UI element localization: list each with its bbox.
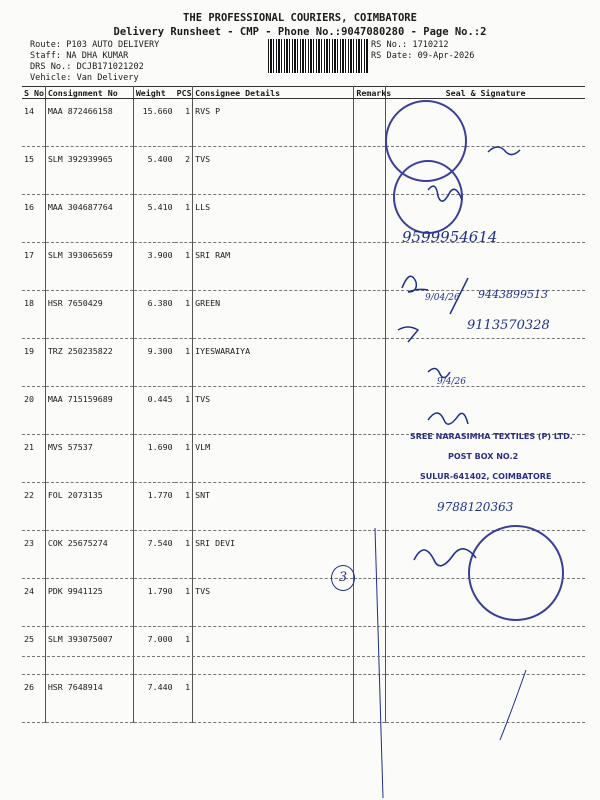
row-consignee: VLM [193, 435, 354, 483]
row-weight: 3.900 [133, 243, 174, 291]
row-weight: 6.380 [133, 291, 174, 339]
row-pcs: 1 [175, 387, 193, 435]
handwritten-phone: 9113570328 [467, 318, 550, 333]
col-header-pcs: PCS [176, 87, 192, 98]
rs-number: RS No.: 1710212 [371, 40, 449, 50]
row-consignment: SLM 393075007 [45, 627, 133, 675]
handwritten-phone: 9443899513 [478, 288, 548, 301]
row-consignee: GREEN [193, 291, 354, 339]
row-pcs: 1 [175, 531, 193, 579]
row-pcs: 1 [175, 339, 193, 387]
row-pcs: 1 [175, 243, 193, 291]
row-consignment: MAA 872466158 [45, 99, 133, 147]
row-sno: 19 [22, 339, 45, 387]
drs-number: DRS No.: DCJB171021202 [30, 62, 144, 72]
row-consignment: MAA 715159689 [45, 387, 133, 435]
row-pcs: 1 [175, 195, 193, 243]
col-header-sno: S No [24, 87, 44, 98]
row-consignment: HSR 7648914 [45, 675, 133, 723]
row-pcs: 1 [175, 627, 193, 675]
row-pcs: 1 [175, 579, 193, 627]
row-consignment: FOL 2073135 [45, 483, 133, 531]
row-weight: 9.300 [133, 339, 174, 387]
row-sno: 22 [22, 483, 45, 531]
company-stamp-address: SULUR-641402, COIMBATORE [420, 472, 552, 481]
handwritten-phone: 9599954614 [402, 228, 498, 246]
row-sno: 25 [22, 627, 45, 675]
col-header-seal: Seal & Signature [386, 87, 585, 99]
row-sno: 24 [22, 579, 45, 627]
company-stamp-name: SREE NARASIMHA TEXTILES (P) LTD. [410, 432, 573, 441]
row-weight: 15.660 [133, 99, 174, 147]
row-consignment: COK 25675274 [45, 531, 133, 579]
route-info: Route: P103 AUTO DELIVERY [30, 40, 160, 50]
row-consignee: TVS [193, 147, 354, 195]
row-consignment: PDK 9941125 [45, 579, 133, 627]
row-sno: 21 [22, 435, 45, 483]
row-pcs: 2 [175, 147, 193, 195]
row-consignee: SRI RAM [193, 243, 354, 291]
row-consignment: MVS 57537 [45, 435, 133, 483]
row-sno: 23 [22, 531, 45, 579]
row-consignment: SLM 392939965 [45, 147, 133, 195]
row-sno: 14 [22, 99, 45, 147]
row-consignee: SRI DEVI [193, 531, 354, 579]
row-sno: 20 [22, 387, 45, 435]
row-weight: 1.690 [133, 435, 174, 483]
row-sno: 15 [22, 147, 45, 195]
col-header-consignee: Consignee Details [193, 87, 354, 99]
company-stamp-postbox: POST BOX NO.2 [448, 452, 519, 461]
row-consignee: LLS [193, 195, 354, 243]
runsheet-subtitle: Delivery Runsheet - CMP - Phone No.:9047080280 - Page No.:2 [113, 26, 487, 38]
handwritten-date: 9/4/26 [437, 377, 466, 387]
row-weight: 1.790 [133, 579, 174, 627]
row-consignment: TRZ 250235822 [45, 339, 133, 387]
row-sno: 17 [22, 243, 45, 291]
row-consignee: IYESWARAIYA [193, 339, 354, 387]
row-sno: 26 [22, 675, 45, 723]
table-bottom-rule [22, 656, 585, 657]
row-pcs: 1 [175, 435, 193, 483]
col-header-weight: Weight [133, 87, 174, 99]
rs-date: RS Date: 09-Apr-2026 [371, 51, 475, 61]
col-header-consignment: Consignment No [45, 87, 133, 99]
row-consignment: HSR 7650429 [45, 291, 133, 339]
row-weight: 7.540 [133, 531, 174, 579]
handwritten-phone: 9788120363 [437, 500, 514, 514]
company-title: THE PROFESSIONAL COURIERS, COIMBATORE [183, 12, 417, 24]
row-consignee: TVS [193, 387, 354, 435]
col-header-remarks: Remarks [354, 87, 386, 99]
row-pcs: 1 [175, 675, 193, 723]
row-weight: 5.400 [133, 147, 174, 195]
row-consignee: RVS P [193, 99, 354, 147]
row-consignee: TVS [193, 579, 354, 627]
staff-info: Staff: NA DHA KUMAR [30, 51, 129, 61]
row-consignment: MAA 304687764 [45, 195, 133, 243]
row-consignment: SLM 393065659 [45, 243, 133, 291]
row-pcs: 1 [175, 99, 193, 147]
row-weight: 0.445 [133, 387, 174, 435]
row-weight: 7.440 [133, 675, 174, 723]
row-weight: 5.410 [133, 195, 174, 243]
row-pcs: 1 [175, 483, 193, 531]
row-consignee: SNT [193, 483, 354, 531]
row-pcs: 1 [175, 291, 193, 339]
row-weight: 1.770 [133, 483, 174, 531]
handwritten-date: 9/04/26 [425, 293, 460, 303]
circled-number: 3 [331, 565, 355, 591]
row-weight: 7.000 [133, 627, 174, 675]
vehicle-info: Vehicle: Van Delivery [30, 73, 139, 83]
row-sno: 18 [22, 291, 45, 339]
row-sno: 16 [22, 195, 45, 243]
